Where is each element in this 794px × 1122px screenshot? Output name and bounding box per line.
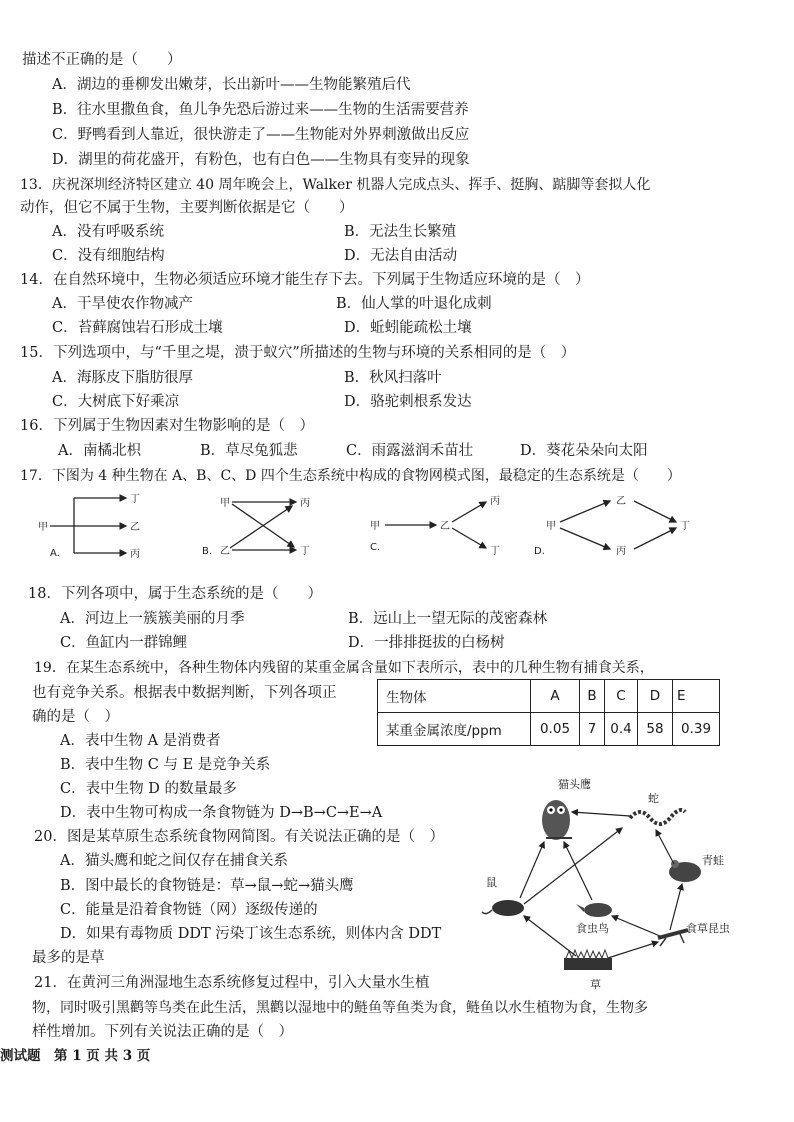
q13-stem-line1: 13．庆祝深圳经济特区建立 40 周年晚会上，Walker 机器人完成点头、挥手、挺胸、踮脚等套拟人化 <box>20 177 651 193</box>
q15-option-d[interactable]: D．骆驼刺根系发达 <box>344 394 472 410</box>
q19-option-c[interactable]: C．表中生物 D 的数量最多 <box>60 781 237 797</box>
q20-food-web-image <box>480 772 770 994</box>
q17-food-web-diagrams <box>30 490 760 565</box>
q16-option-d[interactable]: D．葵花朵朵向太阳 <box>520 443 648 459</box>
q12-option-c[interactable]: C．野鸭看到人靠近，很快游走了——生物能对外界刺激做出反应 <box>52 127 470 143</box>
q17-letter-b: B. <box>202 546 213 557</box>
q18-option-d[interactable]: D．一排排挺拔的白杨树 <box>348 635 505 651</box>
q14-option-d[interactable]: D．蚯蚓能疏松土壤 <box>344 320 472 336</box>
table-cell: 58 <box>638 713 673 746</box>
q20-stem: 20．图是某草原生态系统食物网简图。有关说法正确的是（ ） <box>34 829 444 845</box>
q21-stem-line1: 21．在黄河三角洲湿地生态系统修复过程中，引入大量水生植 <box>34 975 430 991</box>
q19-stem-line3: 确的是（ ） <box>32 709 119 725</box>
q18-stem: 18．下列各项中，属于生态系统的是（ ） <box>28 586 322 602</box>
q12-stem-end: 描述不正确的是（ ） <box>22 52 182 68</box>
table-header-cell: C <box>605 680 638 713</box>
mouse-picture <box>482 900 524 916</box>
q17d-ding-label: 丁 <box>680 521 690 532</box>
q16-stem: 16．下列属于生物因素对生物影响的是（ ） <box>20 418 314 434</box>
q17d-bing-label: 丙 <box>616 546 626 557</box>
q17-stem: 17．下图为 4 种生物在 A、B、C、D 四个生态系统中构成的食物网模式图，最稳定的生态系统是（ ） <box>20 468 681 484</box>
q17c-yi-label: 乙 <box>440 521 450 532</box>
q19-option-d[interactable]: D．表中生物可构成一条食物链为 D→B→C→E→A <box>60 805 383 821</box>
insectivorous-bird-picture <box>576 903 612 917</box>
owl-picture <box>542 800 572 840</box>
table-row <box>378 713 720 746</box>
q17a-bing-label: 丙 <box>130 549 140 560</box>
q18-option-a[interactable]: A．河边上一簇簇美丽的月季 <box>60 611 245 627</box>
q12-option-a[interactable]: A．湖边的垂柳发出嫩芽，长出新叶——生物能繁殖后代 <box>52 77 411 93</box>
q16-option-a[interactable]: A．南橘北枳 <box>58 443 141 459</box>
q12-option-d[interactable]: D．湖里的荷花盛开，有粉色，也有白色——生物具有变异的现象 <box>52 152 470 168</box>
owl-label: 猫头鹰 <box>558 778 591 791</box>
q17c-ding-label: 丁 <box>490 546 500 557</box>
q17-letter-a: A. <box>50 548 60 559</box>
snake-picture <box>630 810 685 824</box>
q13-option-b[interactable]: B．无法生长繁殖 <box>344 224 457 240</box>
table-header-cell: 生物体 <box>378 680 531 713</box>
q17b-yi-label: 乙 <box>220 546 230 557</box>
table-header-cell: B <box>580 680 605 713</box>
grass-label: 草 <box>590 978 601 991</box>
q12-option-b[interactable]: B．往水里撒鱼食，鱼儿争先恐后游过来——生物的生活需要营养 <box>52 102 469 118</box>
q15-option-c[interactable]: C．大树底下好乘凉 <box>52 394 180 410</box>
q19-metal-table <box>377 679 720 746</box>
q17c-bing-label: 丙 <box>490 496 500 507</box>
q16-option-c[interactable]: C．雨露滋润禾苗壮 <box>346 443 474 459</box>
q15-option-b[interactable]: B．秋风扫落叶 <box>344 370 442 386</box>
table-cell: 0.4 <box>605 713 638 746</box>
q17a-ding-label: 丁 <box>130 494 140 505</box>
q18-option-b[interactable]: B．远山上一望无际的茂密森林 <box>348 611 548 627</box>
q20-option-c[interactable]: C．能量是沿着食物链（网）逐级传递的 <box>60 902 318 918</box>
q18-option-c[interactable]: C．鱼缸内一群锦鲤 <box>60 635 188 651</box>
q19-option-b[interactable]: B．表中生物 C 与 E 是竞争关系 <box>60 757 271 773</box>
q20-option-d-cont: 最多的是草 <box>32 950 105 966</box>
q17b-ding-label: 丁 <box>300 546 310 557</box>
q17a-jia-label: 甲 <box>38 522 48 533</box>
q17d-jia-label: 甲 <box>546 521 556 532</box>
table-cell: 7 <box>580 713 605 746</box>
q14-option-c[interactable]: C．苔藓腐蚀岩石形成土壤 <box>52 320 223 336</box>
q14-option-b[interactable]: B．仙人掌的叶退化成刺 <box>336 296 492 312</box>
mouse-label: 鼠 <box>486 876 497 889</box>
q19-stem-line1: 19．在某生态系统中，各种生物体内残留的某重金属含量如下表所示，表中的几种生物有捕食关系， <box>34 660 654 676</box>
q17c-jia-label: 甲 <box>370 521 380 532</box>
q20-option-b[interactable]: B．图中最长的食物链是：草→鼠→蛇→猫头鹰 <box>60 878 354 894</box>
q14-stem: 14．在自然环境中，生物必须适应环境才能生存下去。下列属于生物适应环境的是（ ） <box>20 272 590 288</box>
q20-option-d[interactable]: D．如果有毒物质 DDT 污染丁该生态系统，则体内含 DDT <box>60 926 442 942</box>
q21-stem-line2: 物，同时吸引黑鹳等鸟类在此生活，黑鹳以湿地中的鲢鱼等鱼类为食，鲢鱼以水生植物为食，生物多 <box>32 1000 648 1016</box>
insect-label: 食草昆虫 <box>686 922 730 935</box>
table-header-cell: D <box>638 680 673 713</box>
table-cell: 某重金属浓度/ppm <box>378 713 531 746</box>
bird-label: 食虫鸟 <box>576 922 609 935</box>
frog-label: 青蛙 <box>702 854 724 867</box>
q13-option-d[interactable]: D．无法自由活动 <box>344 248 458 264</box>
page-footer: 测试题 第 1 页 共 3 页 <box>0 1048 151 1064</box>
table-cell: 0.39 <box>673 713 720 746</box>
q17-letter-d: D. <box>534 546 545 557</box>
q13-stem-line2: 动作，但它不属于生物，主要判断依据是它（ ） <box>20 200 354 216</box>
q13-option-c[interactable]: C．没有细胞结构 <box>52 248 165 264</box>
grasshopper-picture <box>658 930 688 946</box>
q20-option-a[interactable]: A．猫头鹰和蛇之间仅存在捕食关系 <box>60 853 288 869</box>
q17a-yi-label: 乙 <box>130 522 140 533</box>
q13-option-a[interactable]: A．没有呼吸系统 <box>52 224 164 240</box>
table-header-cell: A <box>531 680 580 713</box>
q15-stem: 15．下列选项中，与“千里之堤，溃于蚁穴”所描述的生物与环境的关系相同的是（ ） <box>20 345 576 361</box>
q17d-yi-label: 乙 <box>616 496 626 507</box>
q17b-jia-label: 甲 <box>220 498 230 509</box>
q21-stem-line3: 样性增加。下列有关说法正确的是（ ） <box>32 1024 293 1040</box>
q15-option-a[interactable]: A．海豚皮下脂肪很厚 <box>52 370 193 386</box>
table-header-row <box>378 680 720 713</box>
q14-option-a[interactable]: A．干旱使农作物减产 <box>52 296 193 312</box>
q19-stem-line2: 也有竞争关系。根据表中数据判断，下列各项正 <box>32 685 337 701</box>
q19-option-a[interactable]: A．表中生物 A 是消费者 <box>60 733 221 749</box>
snake-label: 蛇 <box>648 792 659 805</box>
q16-option-b[interactable]: B．草尽兔狐悲 <box>200 443 298 459</box>
table-header-cell: E <box>673 680 720 713</box>
q17-letter-c: C. <box>370 542 381 553</box>
q17b-bing-label: 丙 <box>300 498 310 509</box>
table-cell: 0.05 <box>531 713 580 746</box>
